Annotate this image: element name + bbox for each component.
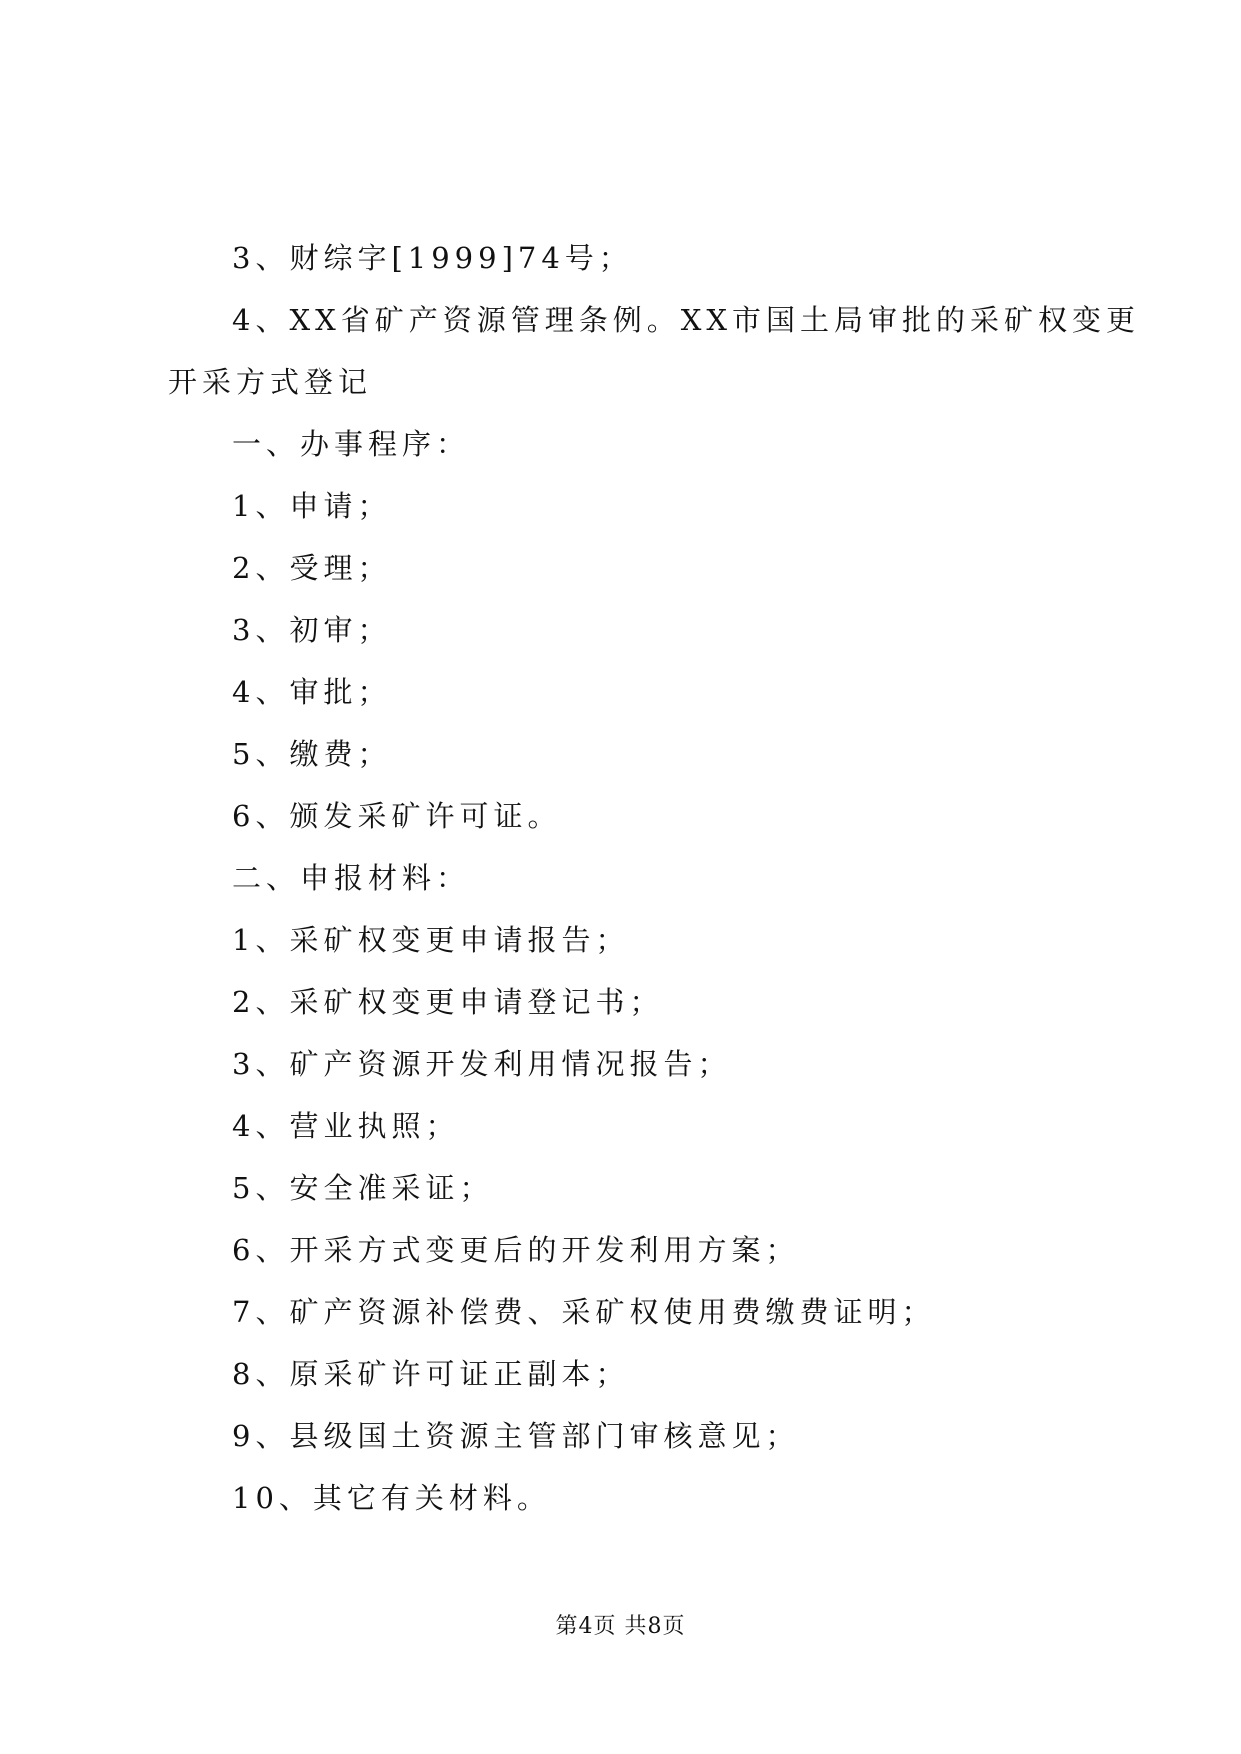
- body-line: 4、XX省矿产资源管理条例。XX市国土局审批的采矿权变更: [232, 303, 1141, 337]
- list-item: 4、营业执照；: [232, 1109, 460, 1143]
- section-heading: 一、办事程序：: [232, 427, 471, 461]
- list-item: 5、安全准采证；: [232, 1171, 494, 1205]
- list-item: 3、矿产资源开发利用情况报告；: [232, 1047, 732, 1081]
- page-footer: 第4页 共8页: [555, 1614, 686, 1639]
- list-item: 10、其它有关材料。: [232, 1481, 551, 1515]
- list-item: 3、初审；: [232, 613, 392, 647]
- list-item: 2、受理；: [232, 551, 392, 585]
- list-item: 8、原采矿许可证正副本；: [232, 1357, 630, 1391]
- list-item: 6、颁发采矿许可证。: [232, 799, 562, 833]
- list-item: 1、采矿权变更申请报告；: [232, 923, 630, 957]
- list-item: 5、缴费；: [232, 737, 392, 771]
- list-item: 9、县级国土资源主管部门审核意见；: [232, 1419, 800, 1453]
- list-item: 1、申请；: [232, 489, 392, 523]
- list-item: 6、开采方式变更后的开发利用方案；: [232, 1233, 800, 1267]
- section-heading: 二、申报材料：: [232, 861, 471, 895]
- body-line: 3、财综字[1999]74号；: [232, 241, 633, 275]
- list-item: 4、审批；: [232, 675, 392, 709]
- list-item: 7、矿产资源补偿费、采矿权使用费缴费证明；: [232, 1295, 936, 1329]
- list-item: 2、采矿权变更申请登记书；: [232, 985, 664, 1019]
- body-line: 开采方式登记: [168, 365, 373, 399]
